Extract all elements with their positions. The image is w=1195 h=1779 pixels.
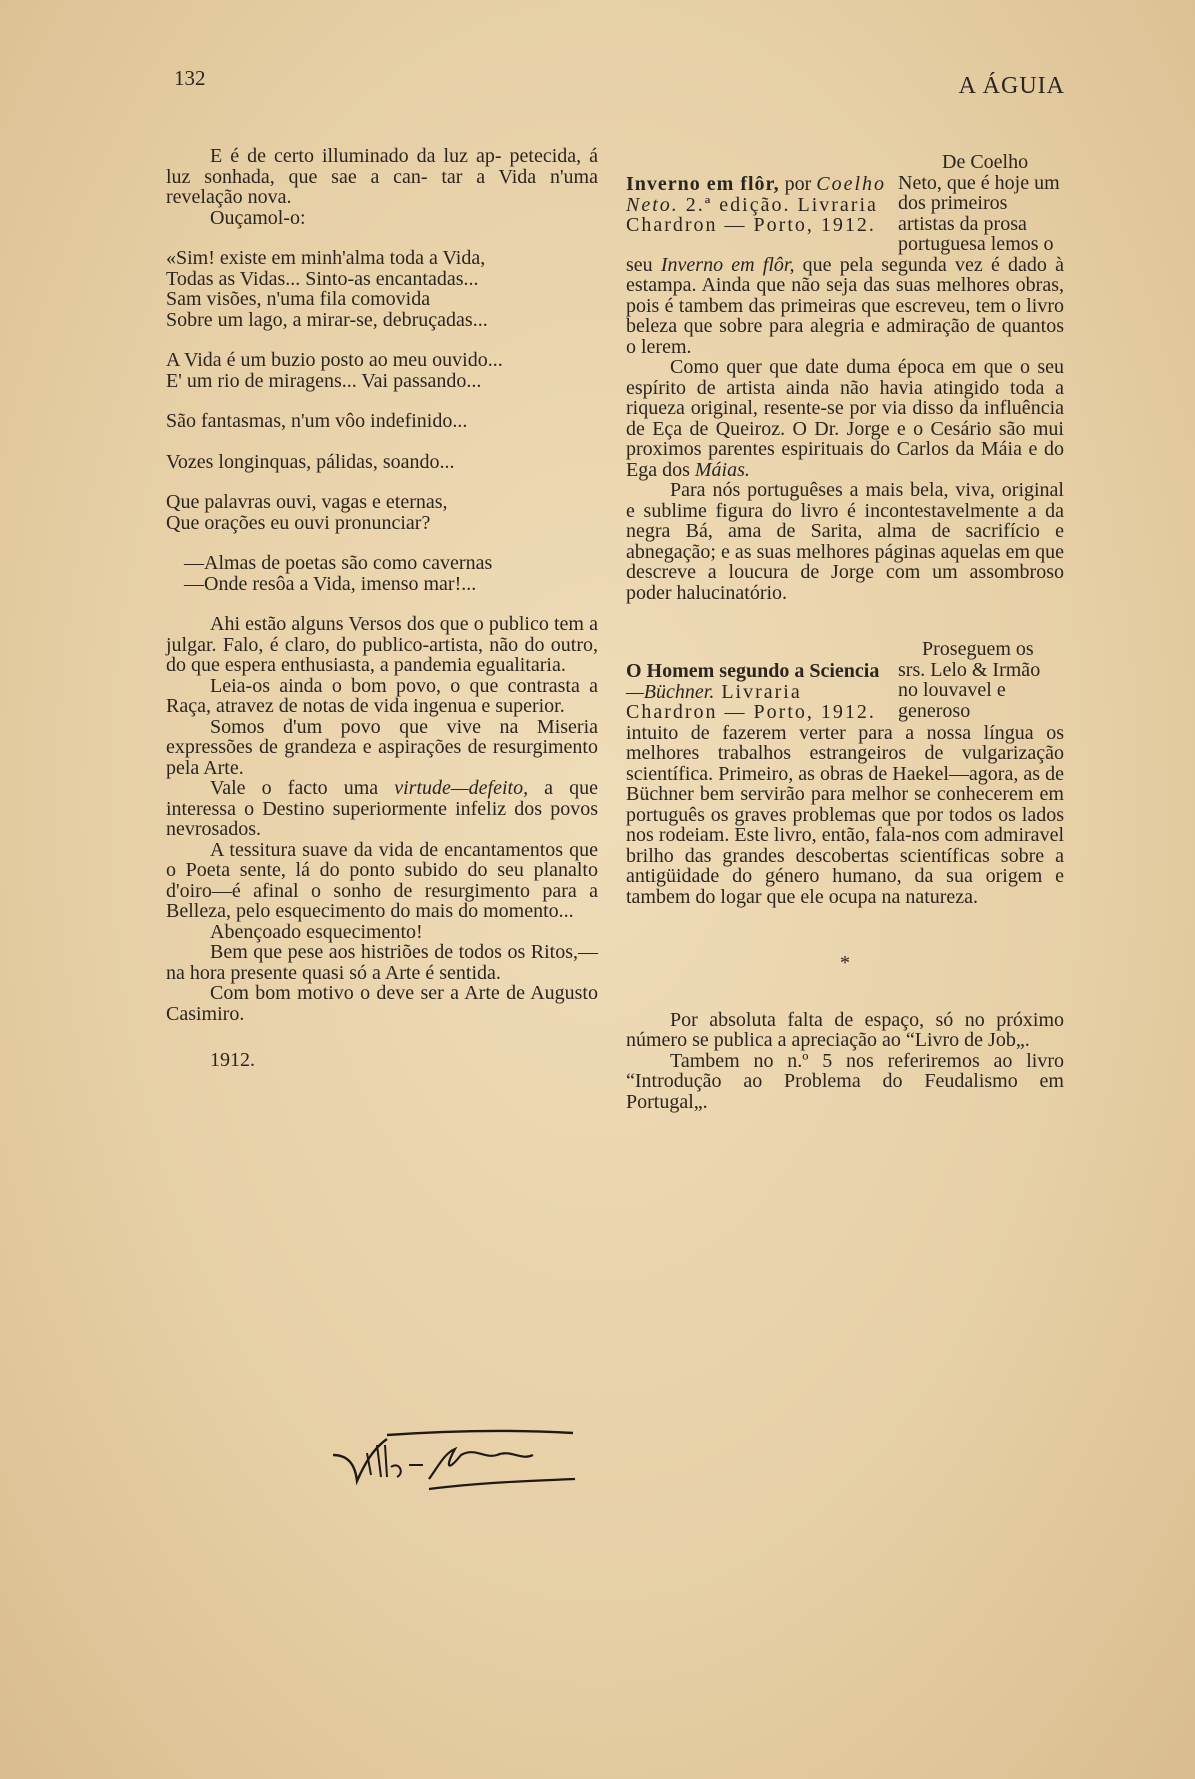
poem-line: A Vida é um buzio posto ao meu ouvido... [166,349,503,371]
left-column [166,146,598,1071]
intro-line: petecida, á luz sonhada, que sae a can- [166,145,599,188]
review-edition: 2.ª edição. Livraria Chardron — Porto, 1912. [626,193,878,236]
poem-line: São fantasmas, n'um vôo indefinido... [166,410,468,432]
review-text: seu [626,253,661,276]
review-text: Como quer que date duma época em que o seu espírito de artista ainda não havia atingido toda a riqueza original, resente-se por via disso da influência de Eça de Queiroz. O Dr. Jorge e o Cesário são mui proximos parentes espirituais do Carlos da Máia e do Ega dos [626,356,1064,481]
review-heading [626,661,888,723]
poem-stanza [166,553,598,594]
poem-line: Vozes longinquas, pálidas, soando... [166,450,455,473]
review-buchner [626,639,1064,907]
poem-line: —Almas de poetas são como cavernas [184,552,493,574]
review-body [626,255,1064,358]
running-head: A ÁGUIA [958,73,1065,99]
vale-text: a que interessa o Destino superiormente infeliz dos povos nevrosados. [166,777,598,840]
review-text: que pela segunda vez é dado à estampa. Ainda que não seja das suas melhores obras, pois é tambem das primeiras que escreveu, tem o livro beleza que sobre para alegria e admiração de quantos o lerem. [626,253,1065,358]
poem-stanza [166,492,598,533]
date: 1912. [210,1049,255,1071]
review-italic: Máias. [694,458,750,481]
body-paragraph: Somos d'um povo que vive na Miseria expressões de grandeza e aspirações de resurgimento pela Arte. [166,715,598,779]
body-paragraph: Ahi estão alguns Versos dos que o publico tem a julgar. Falo, é claro, do publico-artista, não do outro, do que espera enthusiasta, a pandemia egualitaria. [166,613,598,676]
poem-line: Que orações eu ouvi pronunciar? [166,511,431,534]
intro-line: tar a Vida n'uma revelação nova. [166,165,598,208]
review-inverno [626,152,1064,603]
poem-line: E' um rio de miragens... Vai passando... [166,369,482,392]
page-number: 132 [174,66,206,90]
poem-stanza [166,452,598,473]
body-paragraph: Abençoado esquecimento! [210,920,423,943]
editorial-notes [626,1010,1064,1113]
body-paragraph: Com bom motivo o deve ser a Arte de Augusto Casimiro. [166,982,598,1025]
note-paragraph: Tambem no n.º 5 nos referiremos ao livro “Introdução ao Problema do Feudalismo em Portugal„. [626,1049,1064,1113]
review-publisher: Livraria Chardron — Porto, 1912. [626,680,876,723]
poem-line: —Onde resôa a Vida, imenso mar!... [184,572,477,595]
ouçamol-line: Ouçamol-o: [210,206,306,229]
review-title: O Homem segundo a Sciencia [626,660,880,682]
review-body: Para nós portuguêses a mais bela, viva, original e sublime figura do livro é incontestavelmente a da negra Bá, ama de Sarita, alma de sacrifício e abnegação; e as suas melhores páginas aquelas em que descreve a loucura de Jorge com um assombroso poder halucinatório. [626,479,1064,604]
poem-line: Sam visões, n'uma fila comovida [166,288,431,310]
intro-line: E é de certo illuminado da luz ap- [210,145,502,167]
signature [325,1415,585,1495]
review-aside: De Coelho Neto, que é hoje um dos primeiros artistas da prosa portuguesa lemos o [898,151,1060,255]
review-author: Coelho Neto. [626,173,887,216]
review-body: intuito de fazerem verter para a nossa língua os melhores trabalhos estrangeiros de vulgarização scientífica. Primeiro, as obras de Haekel—agora, as de Büchner bem servirão para melhor se conhecerem em português os graves problemas que por todos os lados nos rodeiam. Este livro, então, fala-nos com admiravel brilho das grandes descobertas scientíficas sobre a antigüidade do género humano, da sua origem e tambem do logar que ele ocupa na natureza. [626,721,1064,908]
poem-line: Que palavras ouvi, vagas e eternas, [166,491,448,513]
section-asterisk: * [840,952,850,974]
poem-stanza [166,248,598,330]
vale-text: Vale o facto uma [210,777,395,799]
poem-stanza [166,411,598,432]
review-italic: Inverno em flôr, [660,253,795,276]
note-paragraph: Por absoluta falta de espaço, só no próximo número se publica a apreciação ao “Livro de Job„. [626,1008,1064,1051]
review-author: —Büchner. [626,680,715,703]
poem-stanza [166,350,598,391]
review-body [626,357,1064,480]
poem-line: Sobre um lago, a mirar-se, debruçadas... [166,308,488,331]
poem-line: Todas as Vidas... Sinto-as encantadas... [166,267,479,290]
intro-paragraph [166,146,598,208]
body-paragraph: A tessitura suave da vida de encantamentos que o Poeta sente, lá do ponto subido do seu planalto d'oiro—é afinal o sonho de resurgimento para a Belleza, pelo esquecimento do mais do momento... [166,838,598,922]
body-paragraph: Bem que pese aos histriões de todos os Ritos,—na hora presente quasi só a Arte é sentida. [166,941,598,984]
review-heading [626,174,888,236]
poem-line: «Sim! existe em minh'alma toda a Vida, [166,247,486,269]
body-paragraph [166,778,598,840]
review-aside: Proseguem os srs. Lelo & Irmão no louvavel e generoso [898,638,1041,722]
right-column [626,152,1064,1112]
review-title: Inverno em flôr, [626,173,780,195]
vale-italic: virtude—defeito, [394,777,529,799]
body-paragraph: Leia-os ainda o bom povo, o que contrasta a Raça, atravez de notas de vida ingenua e superior. [166,674,598,717]
review-by: por [779,173,817,195]
